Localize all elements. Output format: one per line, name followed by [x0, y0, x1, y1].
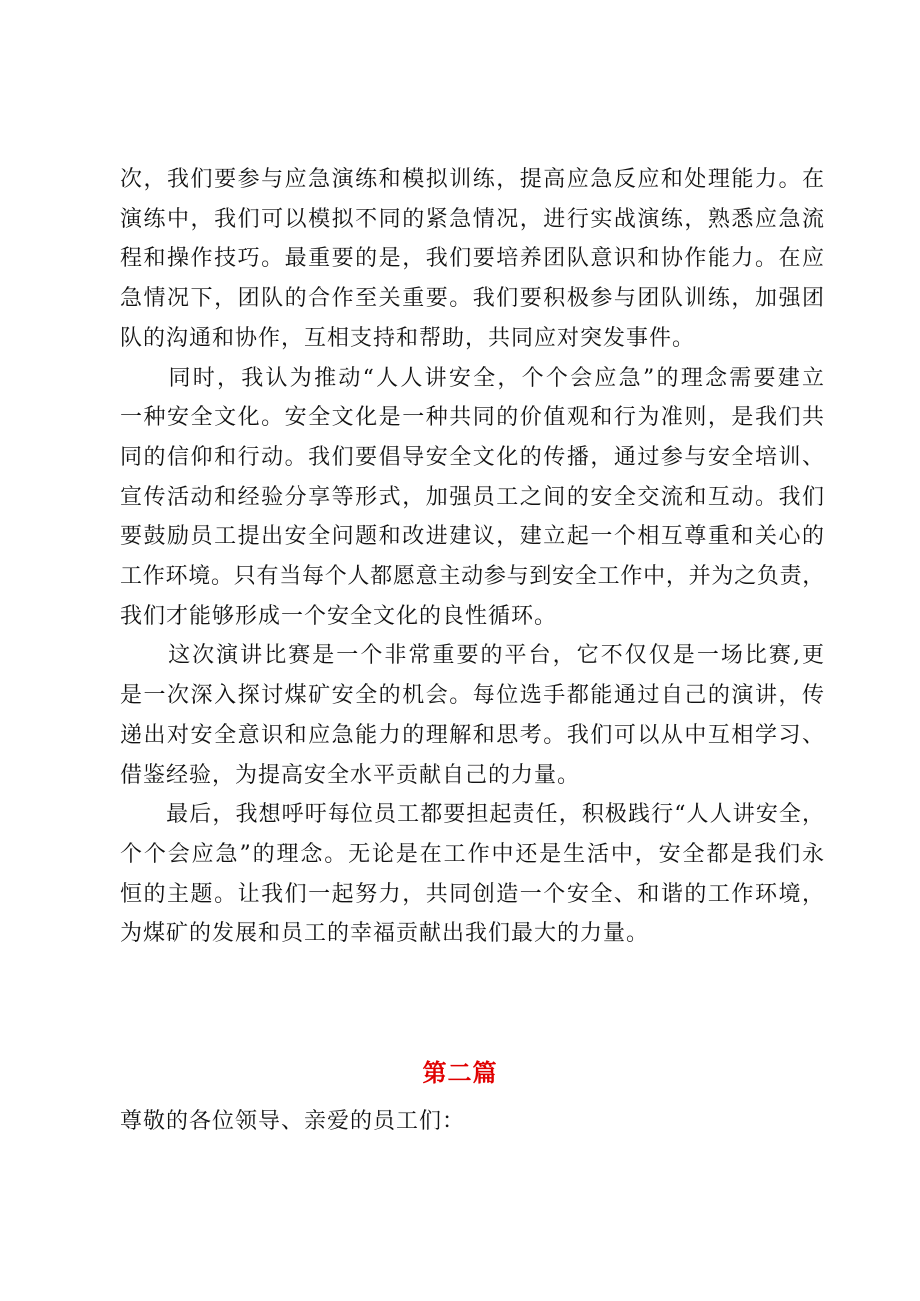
text-line: 宣传活动和经验分享等形式，加强员工之间的安全交流和互动。我们	[120, 484, 825, 510]
text-line: 要鼓励员工提出安全问题和改进建议，建立起一个相互尊重和关心的	[120, 524, 825, 550]
text-line: 急情况下，团队的合作至关重要。我们要积极参与团队训练，加强团	[120, 286, 825, 312]
text-line: 最后，我想呼吁每位员工都要担起责任，积极践行“人人讲安全，	[120, 802, 825, 828]
text-line: 程和操作技巧。最重要的是，我们要培养团队意识和协作能力。在应	[120, 246, 825, 272]
text-line: 队的沟通和协作，互相支持和帮助，共同应对突发事件。	[120, 325, 696, 351]
text-line: 这次演讲比赛是一个非常重要的平台，它不仅仅是一场比赛,更	[120, 643, 825, 669]
paragraph-3	[120, 636, 825, 795]
paragraph-4	[120, 795, 825, 954]
text-line: 同时，我认为推动“人人讲安全，个个会应急”的理念需要建立	[120, 365, 825, 391]
body-text	[120, 160, 825, 954]
text-line: 是一次深入探讨煤矿安全的机会。每位选手都能通过自己的演讲，传	[120, 683, 825, 709]
text-line: 工作环境。只有当每个人都愿意主动参与到安全工作中，并为之负责，	[120, 564, 825, 590]
text-line: 一种安全文化。安全文化是一种共同的价值观和行为准则，是我们共	[120, 405, 825, 431]
paragraph-2	[120, 359, 825, 637]
paragraph-1	[120, 160, 825, 359]
text-line: 为煤矿的发展和员工的幸福贡献出我们最大的力量。	[120, 921, 650, 947]
salutation: 尊敬的各位领导、亲爱的员工们：	[120, 1109, 466, 1134]
text-line: 我们才能够形成一个安全文化的良性循环。	[120, 603, 558, 629]
text-line: 借鉴经验，为提高安全水平贡献自己的力量。	[120, 762, 581, 788]
text-line: 个个会应急”的理念。无论是在工作中还是生活中，安全都是我们永	[120, 841, 825, 867]
text-line: 演练中，我们可以模拟不同的紧急情况，进行实战演练，熟悉应急流	[120, 206, 825, 232]
section-title: 第二篇	[422, 1059, 498, 1087]
text-line: 递出对安全意识和应急能力的理解和思考。我们可以从中互相学习、	[120, 722, 825, 748]
text-line: 恒的主题。让我们一起努力，共同创造一个安全、和谐的工作环境，	[120, 881, 825, 907]
text-line: 同的信仰和行动。我们要倡导安全文化的传播，通过参与安全培训、	[120, 444, 825, 470]
text-line: 次，我们要参与应急演练和模拟训练，提高应急反应和处理能力。在	[120, 167, 825, 192]
